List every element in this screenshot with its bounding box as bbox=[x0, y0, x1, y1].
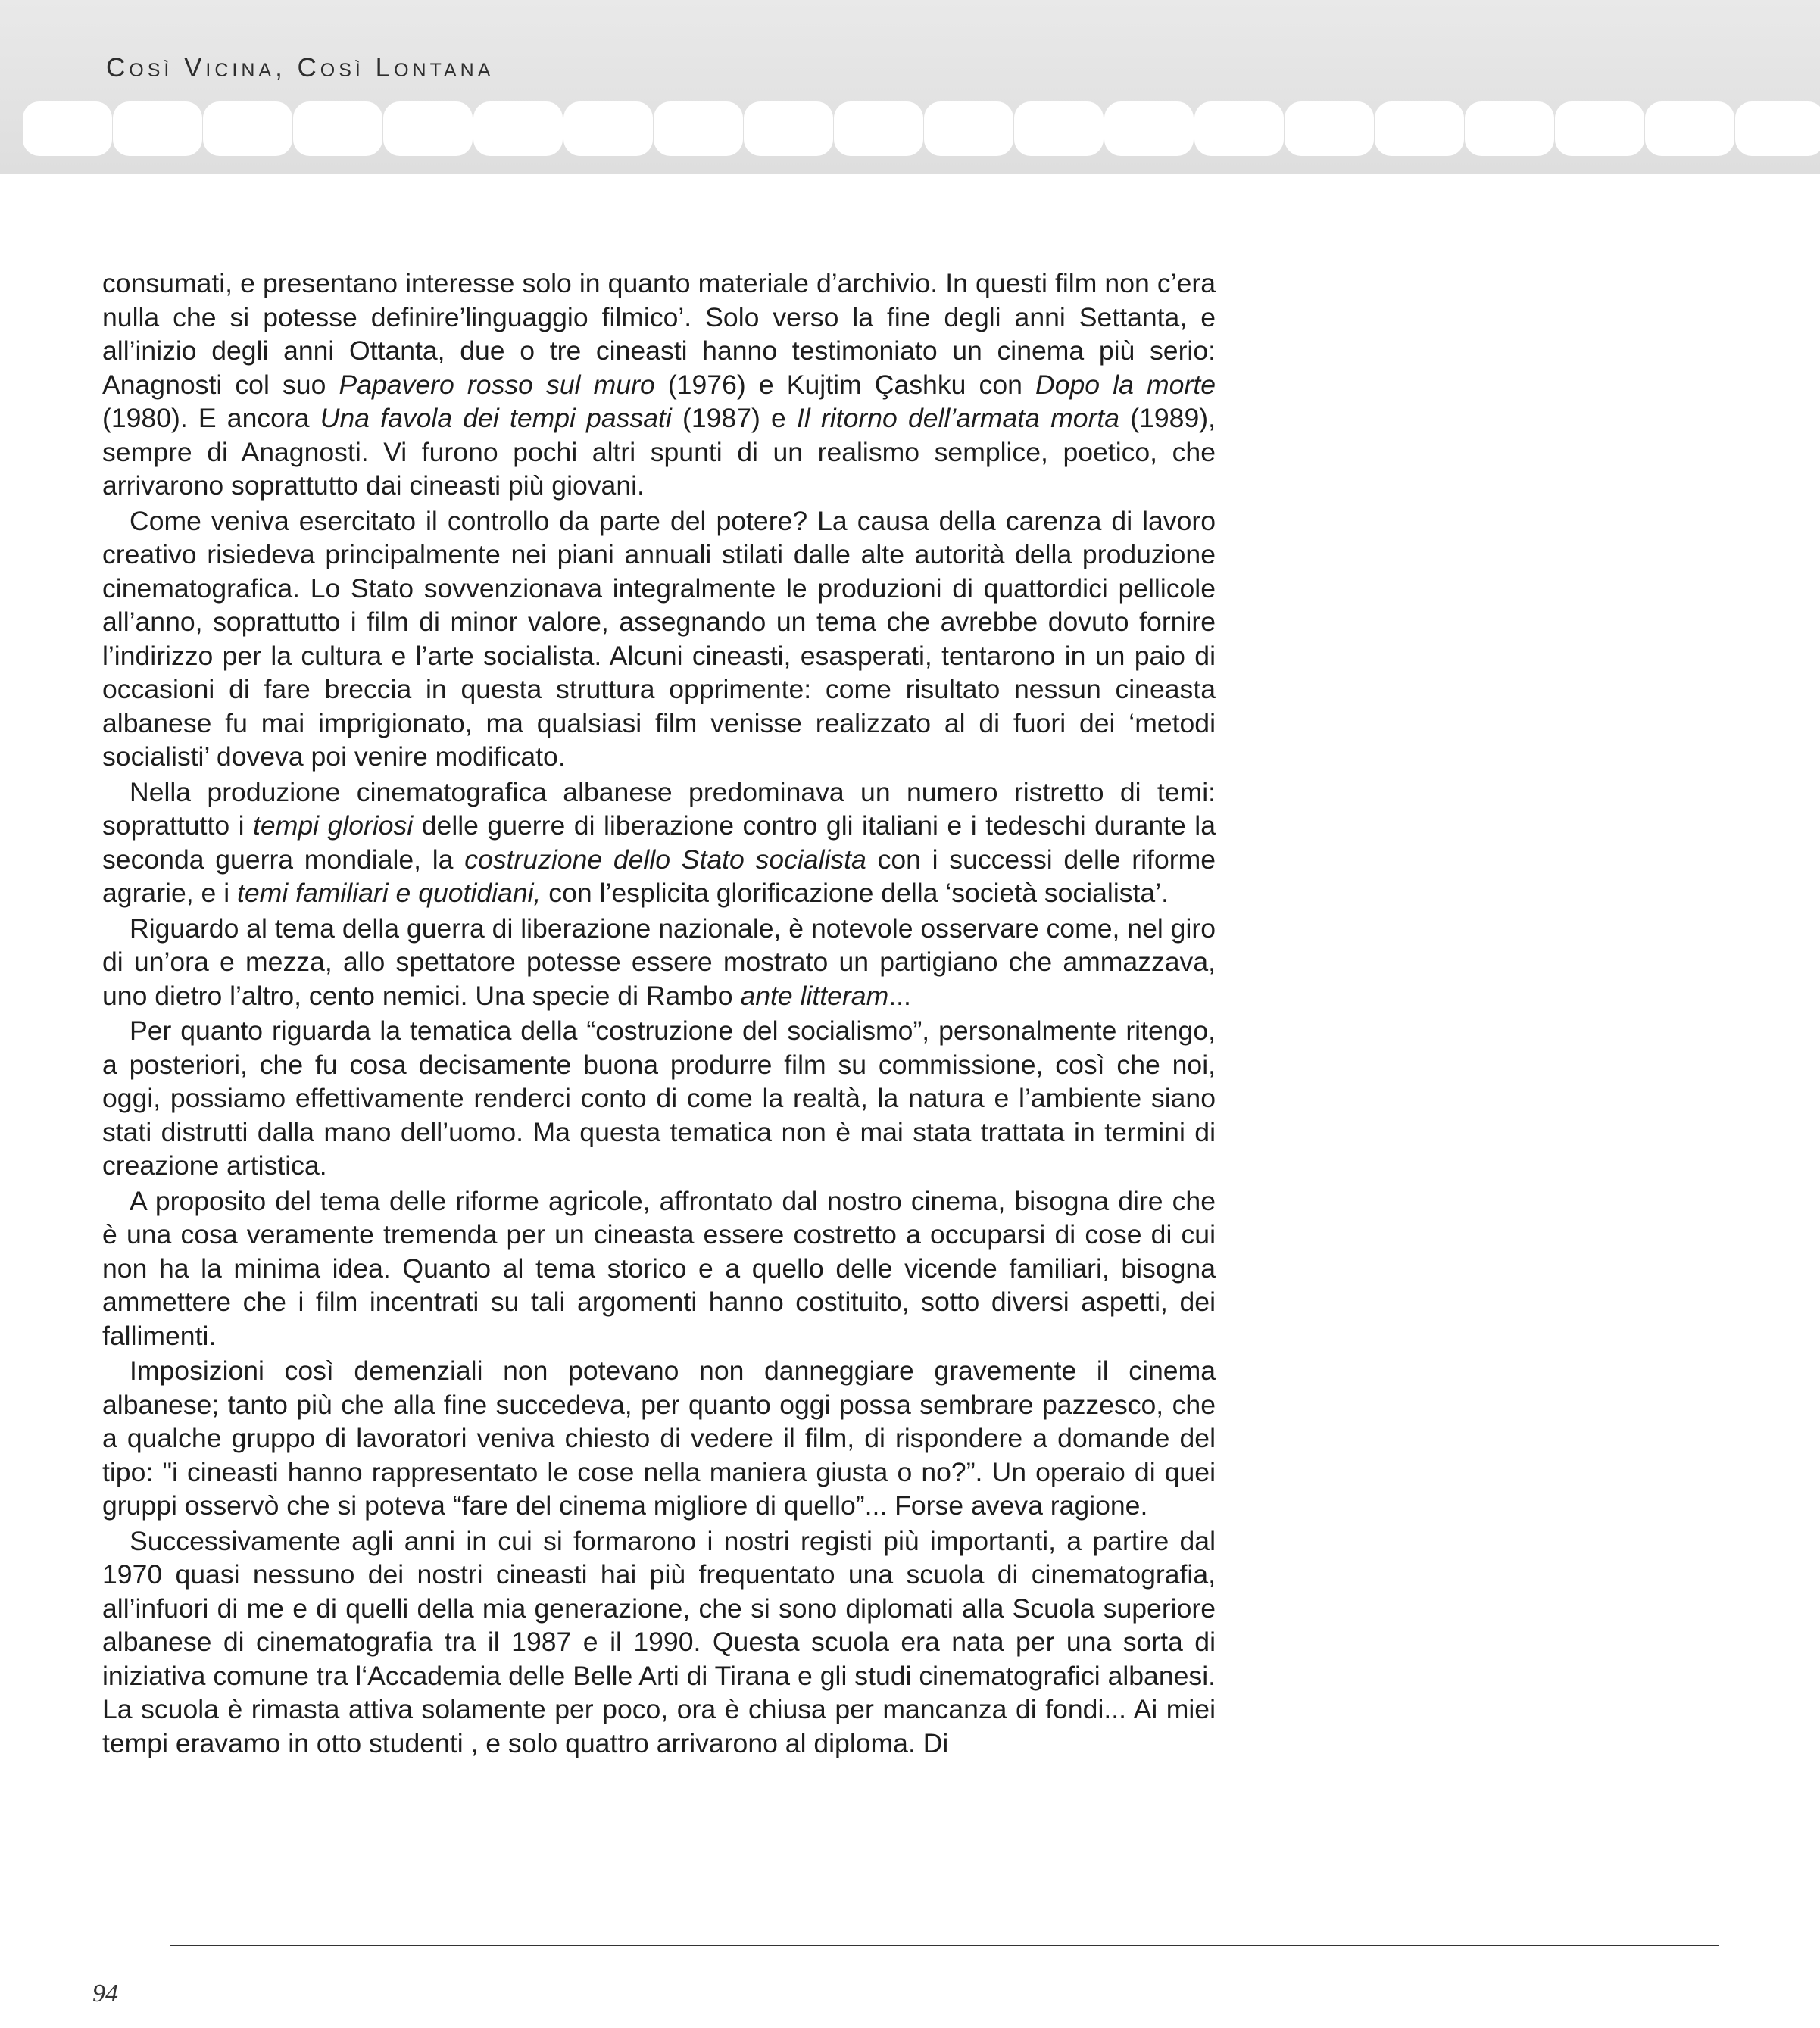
sprocket-hole bbox=[1645, 101, 1734, 156]
running-title: Così Vicina, Così Lontana bbox=[106, 53, 495, 83]
sprocket-hole bbox=[1735, 101, 1820, 156]
italic-title: tempi gloriosi bbox=[253, 810, 414, 841]
sprocket-hole bbox=[203, 101, 292, 156]
sprocket-hole bbox=[1285, 101, 1374, 156]
italic-title: Una favola dei tempi passati bbox=[320, 403, 672, 433]
paragraph: Nella produzione cinematografica albanese predominava un numero ristretto di temi: soprattutto i tempi gloriosi delle guerre di liberazione contro gli italiani e i tedeschi durante la seconda guerra mondiale, la costruzione dello Stato socialista con i successi delle riforme agrarie, e i temi familiari e quotidiani, con l’esplicita glorificazione della ‘società socialista’. bbox=[102, 776, 1216, 908]
sprocket-hole bbox=[1014, 101, 1104, 156]
sprocket-hole bbox=[23, 101, 112, 156]
sprocket-hole bbox=[1104, 101, 1194, 156]
footer-rule bbox=[170, 1945, 1719, 1946]
sprocket-hole bbox=[473, 101, 563, 156]
film-sprocket-strip bbox=[23, 101, 1820, 156]
italic-title: temi familiari e quotidiani, bbox=[236, 878, 542, 908]
italic-title: ante litteram bbox=[740, 980, 889, 1011]
paragraph: A proposito del tema delle riforme agricole, affrontato dal nostro cinema, bisogna dire che è una cosa veramente tremenda per un cineasta essere costretto a occuparsi di cose di cui non ha la minima idea. Quanto al tema storico e a quello delle vicende familiari, bisogna ammettere che i film incentrati su tali argomenti hanno costituito, sotto diversi aspetti, dei fallimenti. bbox=[102, 1185, 1216, 1351]
italic-title: costruzione dello Stato socialista bbox=[464, 844, 866, 875]
sprocket-hole bbox=[654, 101, 743, 156]
running-header bbox=[0, 0, 1820, 174]
paragraph: consumati, e presentano interesse solo in quanto materiale d’archivio. In questi film non c’era nulla che si potesse definire’linguaggio filmico’. Solo verso la fine degli anni Settanta, e all’inizio degli anni Ottanta, due o tre cineasti hanno testimoniato un cinema più serio: Anagnosti col suo Papavero rosso sul muro (1976) e Kujtim Çashku con Dopo la morte (1980). E ancora Una favola dei tempi passati (1987) e Il ritorno dell’armata morta (1989), sempre di Anagnosti. Vi furono pochi altri spunti di un realismo semplice, poetico, che arrivarono soprattutto dai cineasti più giovani. bbox=[102, 268, 1216, 501]
sprocket-hole bbox=[834, 101, 923, 156]
page-number: 94 bbox=[92, 1980, 118, 2008]
paragraph: Come veniva esercitato il controllo da parte del potere? La causa della carenza di lavoro creativo risiedeva principalmente nei piani annuali stilati dalle alte autorità della produzione cinematografica. Lo Stato sovvenzionava integralmente le produzioni di quattordici pellicole all’anno, soprattutto i film di minor valore, assegnando un tema che avrebbe dovuto fornire l’indirizzo per la cultura e l’arte socialista. Alcuni cineasti, esasperati, tentarono in un paio di occasioni di fare breccia in questa struttura opprimente: come risultato nessun cineasta albanese fu mai imprigionato, ma qualsiasi film venisse realizzato al di fuori dei ‘metodi socialisti’ doveva poi venire modificato. bbox=[102, 505, 1216, 772]
sprocket-hole bbox=[1194, 101, 1284, 156]
sprocket-hole bbox=[1555, 101, 1644, 156]
sprocket-hole bbox=[383, 101, 473, 156]
sprocket-hole bbox=[293, 101, 382, 156]
italic-title: Dopo la morte bbox=[1035, 369, 1216, 400]
sprocket-hole bbox=[1465, 101, 1554, 156]
paragraph: Imposizioni così demenziali non potevano non danneggiare gravemente il cinema albanese; tanto più che alla fine succedeva, per quanto oggi possa sembrare pazzesco, che a qualche gruppo di lavoratori veniva chiesto di vedere il film, di rispondere a domande del tipo: "i cineasti hanno rappresentato le cose nella maniera giusta o no?”. Un operaio di quei gruppi osservò che si poteva “fare del cinema migliore di quello”... Forse aveva ragione. bbox=[102, 1356, 1216, 1521]
article-body bbox=[102, 267, 1216, 1761]
sprocket-hole bbox=[113, 101, 202, 156]
sprocket-hole bbox=[744, 101, 833, 156]
paragraph: Successivamente agli anni in cui si formarono i nostri registi più importanti, a partire dal 1970 quasi nessuno dei nostri cineasti hai più frequentato una scuola di cinematografia, all’infuori di me e di quelli della mia generazione, che si sono diplomati alla Scuola superiore albanese di cinematografia tra il 1987 e il 1990. Questa scuola era nata per una sorta di iniziativa comune tra l‘Accademia delle Belle Arti di Tirana e gli studi cinematografici albanesi. La scuola è rimasta attiva solamente per poco, ora è chiusa per mancanza di fondi... Ai miei tempi eravamo in otto studenti , e solo quattro arrivarono al diploma. Di bbox=[102, 1525, 1216, 1758]
paragraph: Per quanto riguarda la tematica della “costruzione del socialismo”, personalmente ritengo, a posteriori, che fu cosa decisamente buona produrre film su commissione, così che noi, oggi, possiamo effettivamente renderci conto di come la realtà, la natura e l’ambiente siano stati distrutti dalla mano dell’uomo. Ma questa tematica non è mai stata trattata in termini di creazione artistica. bbox=[102, 1016, 1216, 1181]
sprocket-hole bbox=[1375, 101, 1464, 156]
sprocket-hole bbox=[563, 101, 653, 156]
paragraph: Riguardo al tema della guerra di liberazione nazionale, è notevole osservare come, nel giro di un’ora e mezza, allo spettatore potesse essere mostrato un partigiano che ammazzava, uno dietro l’altro, cento nemici. Una specie di Rambo ante litteram... bbox=[102, 913, 1216, 1011]
italic-title: Papavero rosso sul muro bbox=[339, 369, 655, 400]
italic-title: Il ritorno dell’armata morta bbox=[796, 403, 1120, 433]
sprocket-hole bbox=[924, 101, 1013, 156]
